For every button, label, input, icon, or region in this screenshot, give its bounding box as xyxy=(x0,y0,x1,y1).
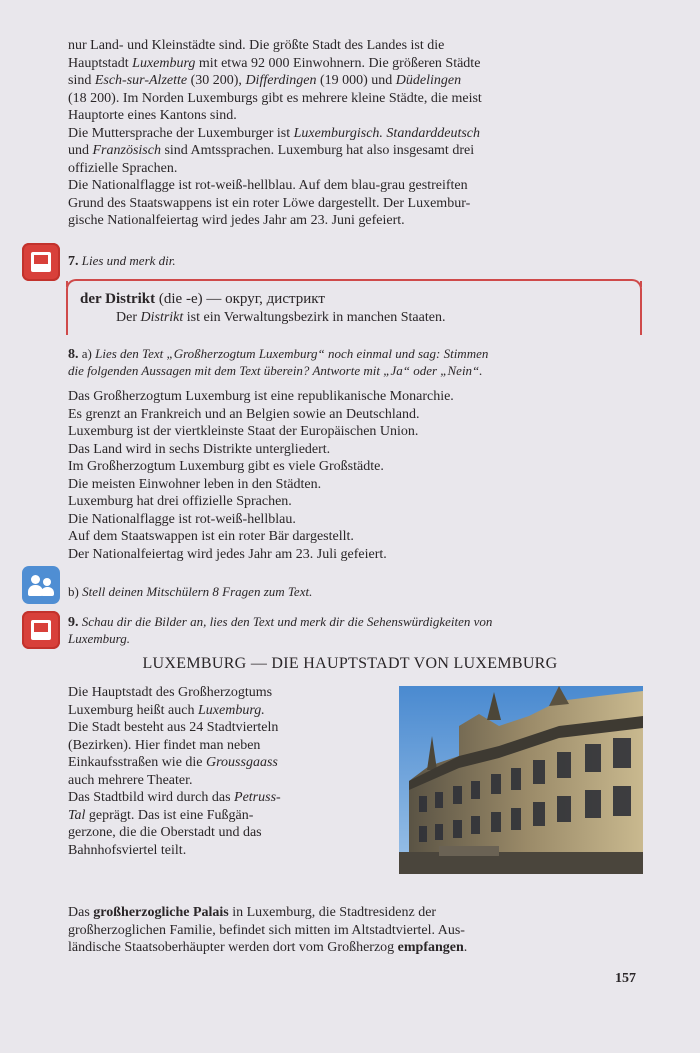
task-number: 7. xyxy=(68,254,79,269)
task-8b: b) Stell deinen Mitschülern 8 Fragen zum Text. xyxy=(68,584,313,599)
text-line: sind Esch-sur-Alzette (30 200), Differdingen (19 000) und Düdelingen xyxy=(68,73,462,88)
text-line: Hauptorte eines Kantons sind. xyxy=(68,108,237,123)
text-line: (Bezirken). Hier findet man neben xyxy=(68,737,261,753)
text-line: Bahnhofsviertel teilt. xyxy=(68,842,187,858)
book-icon xyxy=(22,611,60,649)
text-line: Einkaufsstraßen wie die Groussgaass xyxy=(68,755,278,770)
text-line: auch mehrere Theater. xyxy=(68,772,193,788)
task-instruction: Lies den Text „Großherzogtum Luxemburg“ noch einmal und sag: Stimmen xyxy=(95,346,489,361)
text-line: Die Stadt besteht aus 24 Stadtvierteln xyxy=(68,720,279,735)
palace-text xyxy=(68,904,642,957)
task-instruction: Lies und merk dir. xyxy=(81,253,176,268)
vocab-word: der Distrikt xyxy=(80,291,156,307)
text-line: nur Land- und Kleinstädte sind. Die größte Stadt des Landes ist die xyxy=(68,38,445,53)
statement: Die Nationalflagge ist rot-weiß-hellblau. xyxy=(68,511,296,527)
statements-list xyxy=(68,388,642,563)
pair-work-icon xyxy=(22,566,60,604)
text-line: großherzoglichen Familie, befindet sich mitten im Altstadtviertel. Aus- xyxy=(68,922,465,938)
vocab-example: Der Distrikt ist ein Verwaltungsbezirk in manchen Staaten. xyxy=(116,310,446,325)
text-line: Das Stadtbild wird durch das Petruss- xyxy=(68,790,281,805)
task-9 xyxy=(68,614,642,647)
task-8: 8. a) Lies den Text „Großherzogtum Luxemburg“ noch einmal und sag: Stimmen die folgenden Aussagen mit dem Text überein? Antworte mit „Ja“ oder „Nein“. xyxy=(68,346,489,378)
vocabulary-box xyxy=(66,279,642,333)
book-icon xyxy=(22,243,60,281)
text-line: Tal geprägt. Das ist eine Fußgän- xyxy=(68,807,254,823)
task-instruction: Luxemburg. xyxy=(68,631,130,646)
statement: Auf dem Staatswappen ist ein roter Bär dargestellt. xyxy=(68,529,354,544)
text-line: gische Nationalfeiertag wird jedes Jahr am 23. Juni gefeiert. xyxy=(68,213,405,228)
task-number: 8. xyxy=(68,347,79,362)
text-line: Grund des Staatswappens ist ein roter Löwe dargestellt. Der Luxembur- xyxy=(68,195,471,211)
statement: Luxemburg hat drei offizielle Sprachen. xyxy=(68,494,292,509)
text-line: und Französisch sind Amtssprachen. Luxemburg hat also insgesamt drei xyxy=(68,143,475,158)
text-line: gerzone, die die Oberstadt und das xyxy=(68,825,262,840)
task-7 xyxy=(68,253,642,270)
intro-text xyxy=(68,37,642,230)
palace-photo xyxy=(399,686,643,874)
task-number: 9. xyxy=(68,615,79,630)
text-line: Luxemburg heißt auch Luxemburg. xyxy=(68,702,265,718)
text-line: Das großherzogliche Palais in Luxemburg, die Stadtresidenz der xyxy=(68,905,437,920)
task-instruction: Stell deinen Mitschülern 8 Fragen zum Text. xyxy=(82,584,313,599)
statement: Es grenzt an Frankreich und an Belgien sowie an Deutschland. xyxy=(68,406,420,422)
task-instruction: die folgenden Aussagen mit dem Text überein? Antworte mit „Ja“ oder „Nein“. xyxy=(68,363,483,378)
text-line: Die Nationalflagge ist rot-weiß-hellblau. Auf dem blau-grau gestreiften xyxy=(68,178,468,193)
statement: Im Großherzogtum Luxemburg gibt es viele Großstädte. xyxy=(68,459,384,474)
text-line: Die Muttersprache der Luxemburger ist Luxemburgisch. Standarddeutsch xyxy=(68,125,481,141)
statement: Der Nationalfeiertag wird jedes Jahr am 23. Juli gefeiert. xyxy=(68,546,387,562)
statement: Das Großherzogtum Luxemburg ist eine republikanische Monarchie. xyxy=(68,389,454,404)
statement: Die meisten Einwohner leben in den Städten. xyxy=(68,476,322,492)
vocab-translation: округ, дистрикт xyxy=(225,291,325,307)
text-line: ländische Staatsoberhäupter werden dort vom Großherzog empfangen. xyxy=(68,940,468,955)
statement: Das Land wird in sechs Distrikte untergliedert. xyxy=(68,441,331,457)
text-line: Hauptstadt Luxemburg mit etwa 92 000 Einwohnern. Die größeren Städte xyxy=(68,55,481,71)
section-heading: LUXEMBURG — DIE HAUPTSTADT VON LUXEMBURG xyxy=(142,655,558,672)
statement: Luxemburg ist der viertkleinste Staat der Europäischen Union. xyxy=(68,424,419,439)
capital-text xyxy=(68,684,378,859)
text-line: (18 200). Im Norden Luxemburgs gibt es mehrere kleine Städte, die meist xyxy=(68,90,482,106)
vocab-entry xyxy=(80,291,325,308)
vocab-grammar: (die -e) — xyxy=(155,291,226,307)
text-line: Die Hauptstadt des Großherzogtums xyxy=(68,685,273,700)
task-instruction: Schau dir die Bilder an, lies den Text und merk dir die Sehenswürdigkeiten von xyxy=(78,614,493,629)
page-number: 157 xyxy=(615,971,636,986)
text-line: offizielle Sprachen. xyxy=(68,160,178,176)
